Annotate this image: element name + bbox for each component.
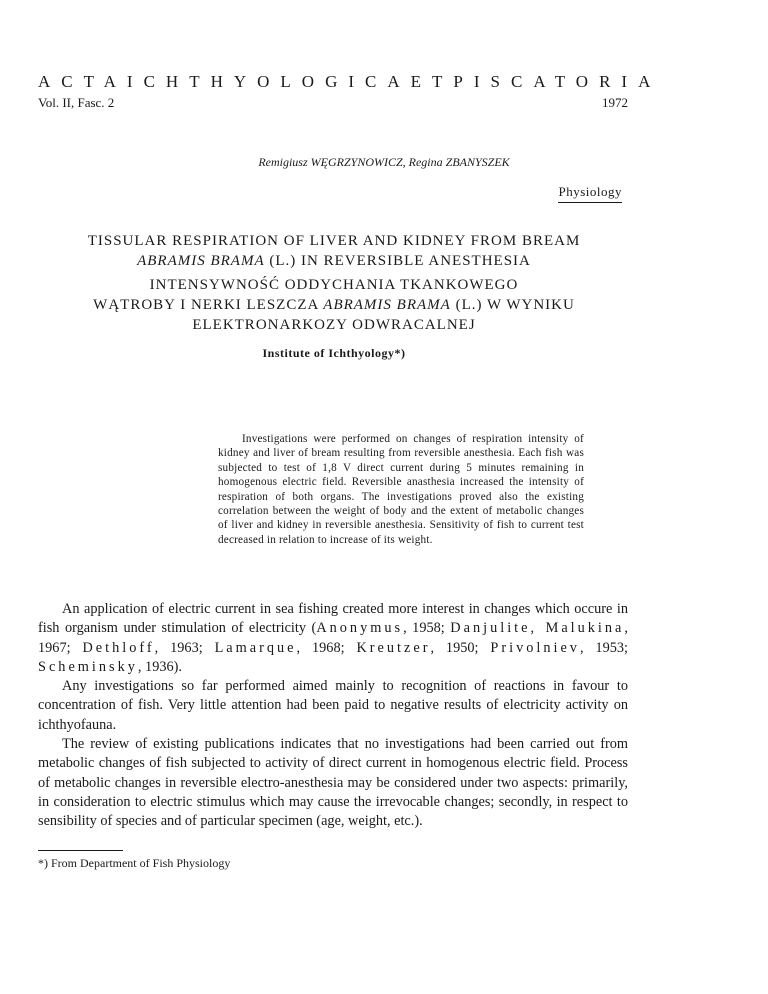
- journal-word: ICHTHYOLOGICA: [126, 72, 411, 91]
- text-run: , 1963;: [154, 639, 215, 656]
- journal-word: PISCATORIA: [453, 72, 662, 91]
- text-run: , 1958;: [403, 620, 451, 637]
- text-run: , 1936).: [137, 658, 182, 675]
- title-en-line2: [0, 251, 668, 271]
- abstract-text: Investigations were performed on changes of respiration intensity of kidney and liver of bream resulting from reversible anesthesia. Each fish was subjected to test of 1,8 V direct current during 5 minutes remaining in homogenous electric field. Reversible anasthesia increased the intensity of respiration of both organs. The investigations proved also the existing correlation between the weight of body and the extent of metabolic changes of liver and kidney in reversible anesthesia. Sensitivity of fish to current test decreased in relation to increase of its weight.: [218, 433, 584, 546]
- issue-meta: [38, 95, 628, 111]
- citation-author: Privolniev: [490, 639, 580, 656]
- title-pl-line2-post: (L.) W WYNIKU: [455, 297, 575, 313]
- abstract: [218, 432, 584, 547]
- institute-affiliation: Institute of Ichthyology*): [262, 346, 406, 360]
- citation-author: Lamarque: [214, 639, 297, 656]
- paragraph-2: Any investigations so far performed aimed mainly to recognition of reactions in favour to concentration of fish. Very little attention had been paid to negative results of electricity activity on ichthyofauna.: [38, 678, 628, 733]
- text-run: , 1968;: [296, 639, 357, 656]
- title-pl-line3: ELEKTRONARKOZY ODWRACALNEJ: [192, 317, 476, 333]
- section-label: Physiology: [558, 184, 622, 203]
- paragraph-1: [38, 600, 628, 677]
- citation-author: Danjulite, Malukina: [450, 620, 625, 637]
- title-pl-line2: [0, 295, 668, 315]
- text-run: , 1950;: [430, 639, 491, 656]
- citation-author: Kreutzer: [356, 639, 431, 656]
- authors: Remigiusz WĘGRZYNOWICZ, Regina ZBANYSZEK: [258, 155, 510, 169]
- main-text: [38, 600, 628, 832]
- text-run: , 1953;: [579, 639, 628, 656]
- text-run: An application of electric current in sea fishing created more interest in changes which occure in fish organism under stimulation of electricity (: [38, 601, 628, 637]
- paragraph-3: The review of existing publications indicates that no investigations had been carried out from metabolic changes of fish subjected to activity of direct current in homogenous electric field. Process of metabolic changes in reversible electro-anesthesia may be considered under two aspects: primarily, in consideration to electric stimulus which may cause the irrevocable changes; secondly, in respect to sensibility of species and of particular specimen (age, weight, etc.).: [38, 736, 628, 830]
- title-en-line2-rest: (L.) IN REVERSIBLE ANESTHESIA: [269, 253, 531, 269]
- volume-label: Vol. II, Fasc. 2: [38, 95, 115, 110]
- title-pl-line2-pre: WĄTROBY I NERKI LESZCZA: [93, 297, 319, 313]
- title-en-line1: TISSULAR RESPIRATION OF LIVER AND KIDNEY FROM BREAM: [87, 233, 581, 249]
- footnote-rule: [38, 850, 123, 851]
- title-polish: [0, 275, 668, 335]
- text-run: , 1967;: [38, 620, 628, 656]
- journal-word: ACTA: [38, 72, 127, 91]
- species-name: ABRAMIS BRAMA: [323, 297, 451, 313]
- citation-author: Dethloff: [82, 639, 155, 656]
- footnote: *) From Department of Fish Physiology: [38, 856, 231, 870]
- species-name: ABRAMIS BRAMA: [137, 253, 265, 269]
- journal-word: ET: [410, 72, 454, 91]
- citation-author: Anonymus: [316, 620, 404, 637]
- title-english: [0, 231, 668, 271]
- journal-title: [38, 72, 662, 92]
- year-label: 1972: [602, 95, 628, 110]
- citation-author: Scheminsky: [38, 658, 138, 675]
- title-pl-line1: INTENSYWNOŚĆ ODDYCHANIA TKANKOWEGO: [149, 277, 519, 293]
